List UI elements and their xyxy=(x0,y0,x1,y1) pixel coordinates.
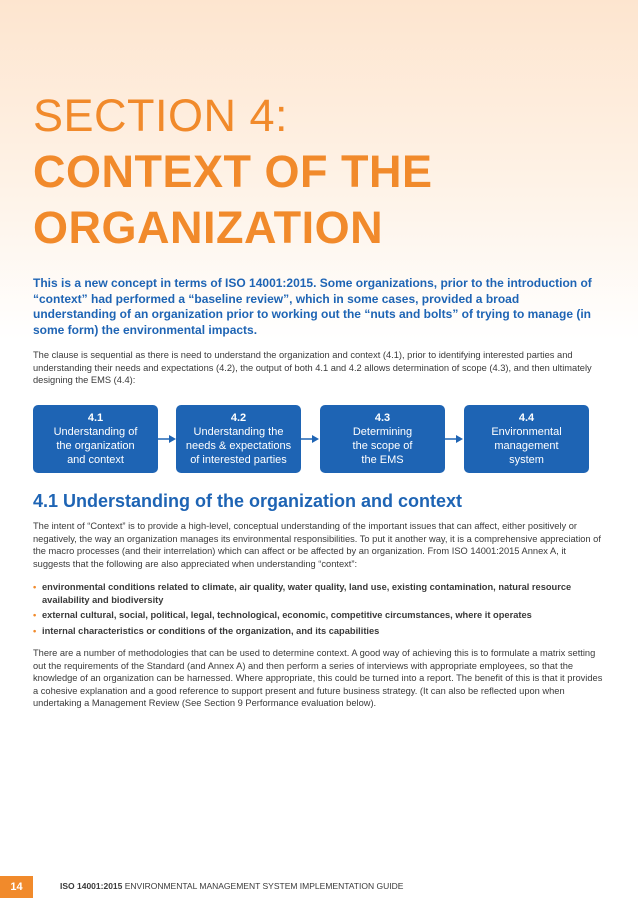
flow-box-line: Understanding the xyxy=(193,426,284,438)
list-item-text: internal characteristics or conditions of the organization, and its capabilities xyxy=(42,625,380,636)
section-title-line-2: ORGANIZATION xyxy=(33,202,384,253)
flow-box-number: 4.4 xyxy=(518,412,535,424)
flow-box-line: the scope of xyxy=(352,440,413,452)
list-item xyxy=(33,581,605,606)
flow-box-line: system xyxy=(509,454,544,466)
intro-lead-paragraph: This is a new concept in terms of ISO 14001:2015. Some organizations, prior to the introduction of “context” had performed a “baseline review”, which in some cases, provided a broad understanding of an organization prior to working out the “nuts and bolts” of trying to manage (in some form) the environmental impacts. xyxy=(33,276,592,337)
list-item xyxy=(33,609,605,622)
flow-box-number: 4.1 xyxy=(87,412,104,424)
flow-box-line: Determining xyxy=(352,426,413,438)
list-item xyxy=(33,625,605,638)
flow-box-4-1 xyxy=(33,405,158,473)
flow-box-line: management xyxy=(494,440,559,452)
flow-box-line: needs & expectations xyxy=(185,440,292,452)
flow-box-line: of interested parties xyxy=(190,454,287,466)
methodology-paragraph: There are a number of methodologies that can be used to determine context. A good way of achieving this is to formulate a matrix setting out the requirements of the Standard (and Annex A) and then perform a series of interviews with appropriate employees, so that the knowledge of an organization can be harnessed. Where appropriate, this could be turned into a report. The benefit of this is that it provides a cohesive explanation and a good reference to support present and future business strategy. (It can also be reflected upon when undertaking a Management Review (See Section 9 Performance evaluation below). xyxy=(33,648,603,708)
context-intent-paragraph: The intent of “Context” is to provide a high-level, conceptual understanding of the important issues that can affect, either positively or negatively, the way an organization manages its environmental responsibilities. To put it another way, it is a comprehensive appreciation of the macro processes (and their interrelation) which can affect or be affected by an organization. From ISO 14001:2015 Annex A, it suggests that the following are also appreciated when understanding “context”: xyxy=(33,521,601,569)
bullet-icon: • xyxy=(33,610,37,620)
list-item-text: external cultural, social, political, legal, technological, economic, competitive circumstances, where it operates xyxy=(42,610,532,620)
flow-box-4-3 xyxy=(320,405,445,473)
intro-body-paragraph: The clause is sequential as there is need to understand the organization and context (4.1), prior to identifying interested parties and understanding their needs and expectations (4.2), the output of both 4.1 and 4.2 allows determination of scope (4.3), and then ultimately designing the EMS (4.4): xyxy=(33,350,592,385)
flow-box-number: 4.2 xyxy=(230,412,247,424)
page-footer xyxy=(0,876,638,898)
page-number: 14 xyxy=(0,876,33,898)
section-title-line-1: CONTEXT OF THE xyxy=(33,146,433,197)
footer-guide-name: ENVIRONMENTAL MANAGEMENT SYSTEM IMPLEMENTATION GUIDE xyxy=(122,881,404,891)
bullet-icon: • xyxy=(33,582,37,592)
flow-arrow-icon xyxy=(158,435,176,443)
context-bullet-list xyxy=(33,581,605,640)
flow-box-line: Environmental xyxy=(491,426,562,438)
footer-standard: ISO 14001:2015 xyxy=(60,881,123,891)
flow-box-line: the EMS xyxy=(361,454,404,466)
flow-box-4-2 xyxy=(176,405,301,473)
section-label: SECTION 4: xyxy=(33,90,289,141)
process-flow-diagram xyxy=(33,405,593,473)
section-title xyxy=(33,88,433,256)
flow-box-line: Understanding of xyxy=(53,426,138,438)
flow-box-line: and context xyxy=(67,454,124,466)
footer-guide-title xyxy=(60,881,403,891)
flow-box-line: the organization xyxy=(56,440,135,452)
flow-box-number: 4.3 xyxy=(374,412,391,424)
subsection-heading: 4.1 Understanding of the organization and context xyxy=(33,491,463,511)
flow-arrow-icon xyxy=(445,435,463,443)
list-item-text: environmental conditions related to climate, air quality, water quality, land use, existing contamination, natural resource availability and biodiversity xyxy=(42,582,572,605)
bullet-icon: • xyxy=(33,625,37,636)
flow-box-4-4 xyxy=(464,405,589,473)
flow-arrow-icon xyxy=(301,435,319,443)
